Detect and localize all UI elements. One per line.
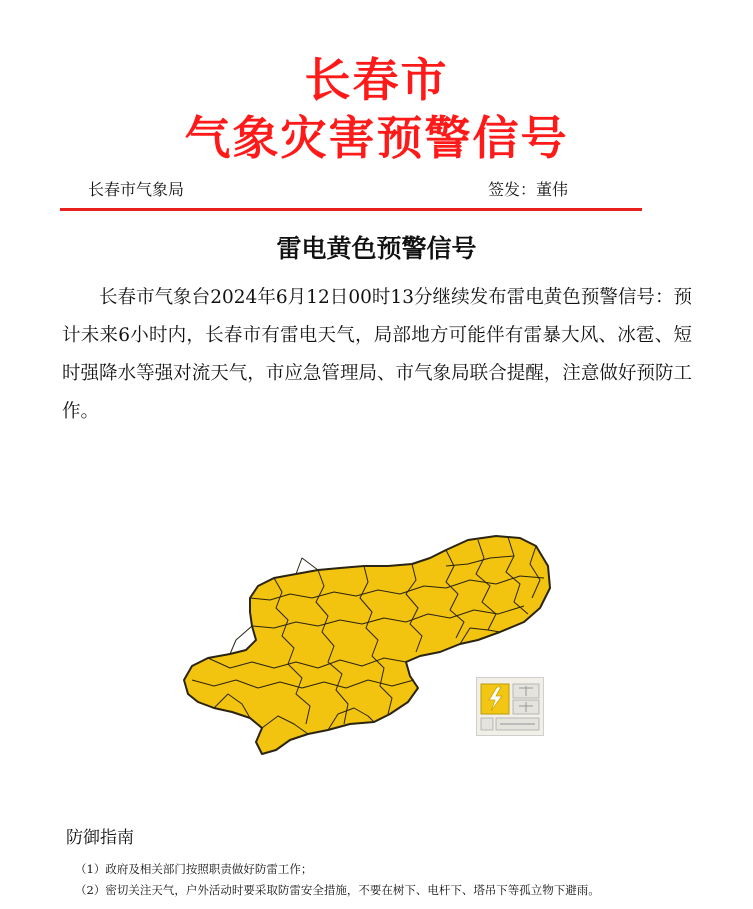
thunder-yellow-warning-icon [476,677,544,736]
signal-graphic [477,678,543,735]
signer: 签发：董伟 [488,180,569,199]
warning-title: 雷电黄色预警信号 [276,234,477,263]
warning-body: 长春市气象台2024年6月12日00时13分继续发布雷电黄色预警信号：预计未来6小时内，长春市有雷电天气，局部地方可能伴有雷暴大风、冰雹、短时强降水等强对流天气，市应急管理局、市气象局联合提醒，注意做好预防工作。 [62,287,692,422]
title-line-1: 长春市 [304,53,449,107]
header-rule [60,208,642,211]
guide-item-1: （1）政府及相关部门按照职责做好防雷工作； [75,862,313,876]
issuer: 长春市气象局 [88,180,185,199]
guide-item-2: （2）密切关注天气，户外活动时要采取防雷安全措施，不要在树下、电杆下、塔吊下等孤立物下避雨。 [75,883,600,897]
guide-title: 防御指南 [66,828,134,848]
title-line-2: 气象灾害预警信号 [184,111,569,165]
